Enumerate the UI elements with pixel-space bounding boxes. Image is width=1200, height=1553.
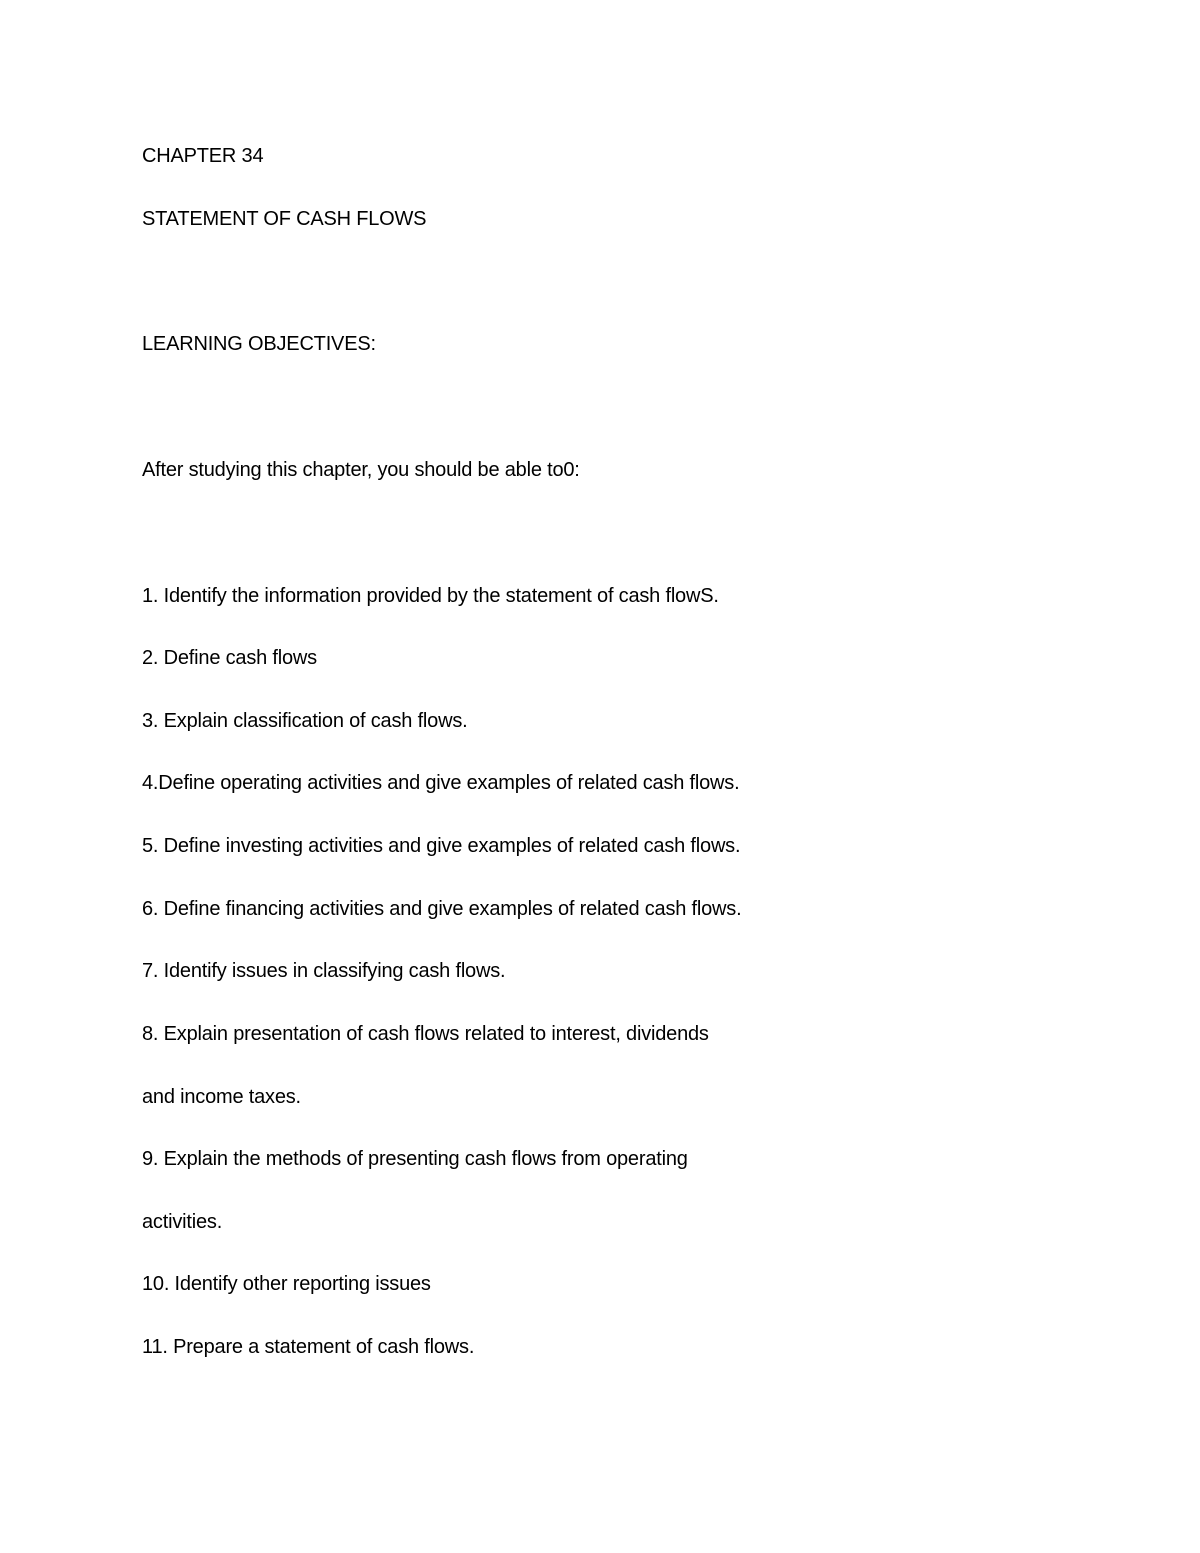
objective-item: 2. Define cash flows (142, 647, 317, 669)
objective-item: 6. Define financing activities and give examples of related cash flows. (142, 898, 742, 920)
objective-item: 9. Explain the methods of presenting cash flows from operating (142, 1148, 688, 1170)
objective-item: 10. Identify other reporting issues (142, 1273, 431, 1295)
objective-item: 4.Define operating activities and give examples of related cash flows. (142, 772, 740, 794)
intro-text: After studying this chapter, you should be able to0: (142, 459, 580, 481)
objective-item: 7. Identify issues in classifying cash flows. (142, 960, 506, 982)
chapter-label: CHAPTER 34 (142, 145, 264, 167)
objective-item-continuation: activities. (142, 1211, 223, 1233)
objective-item: 1. Identify the information provided by the statement of cash flowS. (142, 585, 719, 607)
objective-item-continuation: and income taxes. (142, 1086, 301, 1108)
objective-item: 8. Explain presentation of cash flows related to interest, dividends (142, 1023, 709, 1045)
document-title: STATEMENT OF CASH FLOWS (142, 208, 427, 230)
section-heading: LEARNING OBJECTIVES: (142, 333, 376, 355)
objective-item: 3. Explain classification of cash flows. (142, 710, 468, 732)
objective-item: 11. Prepare a statement of cash flows. (142, 1336, 475, 1358)
objective-item: 5. Define investing activities and give examples of related cash flows. (142, 835, 741, 857)
